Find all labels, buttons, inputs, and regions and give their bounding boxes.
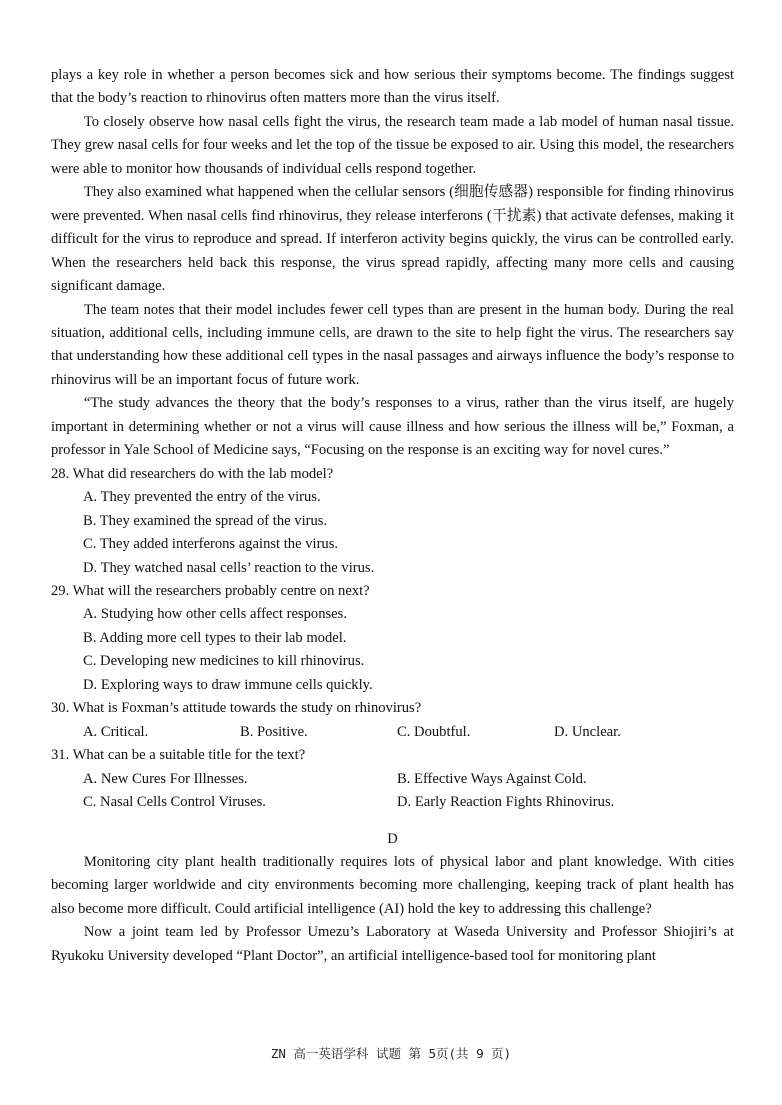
option-b: B. Positive. [240,723,308,740]
question-stem: 30. What is Foxman’s attitude towards the study on rhinovirus? [51,700,422,717]
option-d: D. They watched nasal cells’ reaction to the virus. [83,559,375,576]
option-b: B. They examined the spread of the virus. [83,512,328,529]
option-c: C. They added interferons against the virus. [83,536,339,553]
option-d: D. Early Reaction Fights Rhinovirus. [397,794,615,811]
option-a: A. Critical. [83,723,149,740]
paragraph: Now a joint team led by Professor Umezu’s Laboratory at Waseda University and Professor Shiojiri’s at Ryukoku University developed “Plant Doctor”, an artificial intelligence-based tool for monitoring plant [51,924,734,964]
question-29 [51,580,734,697]
option-b: B. Adding more cell types to their lab model. [83,629,347,646]
paragraph: Monitoring city plant health traditionally requires lots of physical labor and plant knowledge. With cities becoming larger worldwide and city environments becoming more challenging, keeping track of plant health has also become more difficult. Could artificial intelligence (AI) hold the key to addressing this challenge? [51,853,734,917]
question-stem: 31. What can be a suitable title for the text? [51,747,306,764]
section-heading: D [387,830,398,847]
question-stem: 28. What did researchers do with the lab model? [51,465,334,482]
option-c: C. Nasal Cells Control Viruses. [83,794,266,811]
option-a: A. New Cures For Illnesses. [83,770,248,787]
paragraph: “The study advances the theory that the body’s responses to a virus, rather than the virus itself, are hugely important in determining whether or not a virus will cause illness and how serious the illness will be,” Foxman, a professor in Yale School of Medicine says, “Focusing on the response is an exciting way for novel cures.” [51,395,734,459]
paragraph: The team notes that their model includes fewer cell types than are present in the human body. During the real situation, additional cells, including immune cells, are drawn to the site to help fight the virus. The researchers say that understanding how these additional cell types in the nasal passages and airways influence the body’s response to rhinovirus will be an important focus of future work. [51,301,734,388]
option-c: C. Developing new medicines to kill rhinovirus. [83,653,365,670]
option-a: A. Studying how other cells affect responses. [83,606,347,623]
page-footer: ZN 高一英语学科 试题 第 5页(共 9 页) [270,1046,512,1061]
question-30 [51,697,734,744]
option-d: D. Unclear. [554,723,621,740]
option-a: A. They prevented the entry of the virus. [83,489,321,506]
question-28 [51,463,734,580]
option-b: B. Effective Ways Against Cold. [397,770,587,787]
option-d: D. Exploring ways to draw immune cells quickly. [83,676,373,693]
paragraph: plays a key role in whether a person becomes sick and how serious their symptoms become. The findings suggest that the body’s reaction to rhinovirus often matters more than the virus itself. [51,67,734,107]
question-stem: 29. What will the researchers probably centre on next? [51,582,370,599]
paragraph: To closely observe how nasal cells fight the virus, the research team made a lab model of human nasal tissue. They grew nasal cells for four weeks and let the top of the tissue be exposed to air. Using this model, the researchers were able to monitor how thousands of individual cells respond together. [51,113,734,177]
question-31 [51,744,734,814]
option-c: C. Doubtful. [397,723,471,740]
page-content [51,64,734,968]
paragraph: They also examined what happened when the cellular sensors (细胞传感器) responsible for finding rhinovirus were prevented. When nasal cells find rhinovirus, they release interferons (干扰素) that activate defenses, making it difficult for the virus to reproduce and spread. If interferon activity begins quickly, the virus can be controlled early. When the researchers held back this response, the virus spread rapidly, affecting many more cells and causing significant damage. [51,184,734,295]
